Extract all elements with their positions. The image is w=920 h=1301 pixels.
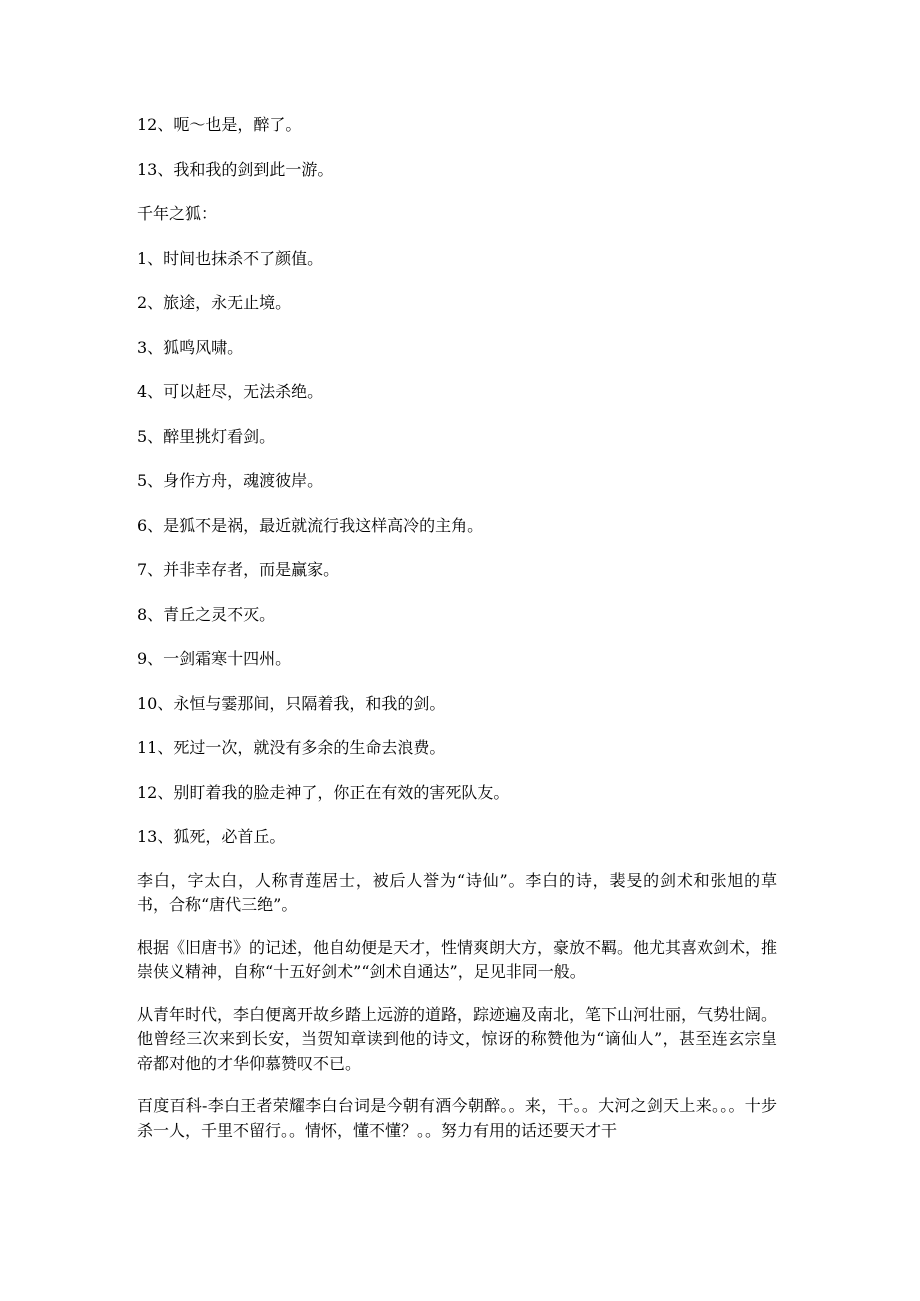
fox-quote-line: 7、并非幸存者，而是赢家。 <box>137 560 340 579</box>
fox-quote-line: 2、旅途，永无止境。 <box>137 293 292 312</box>
fox-quote-line: 3、狐鸣风啸。 <box>137 337 244 357</box>
quote-line: 13、我和我的剑到此一游。 <box>137 159 334 179</box>
section-title: 千年之狐： <box>137 204 218 223</box>
fox-quote-line: 5、醉里挑灯看剑。 <box>137 426 276 446</box>
source-paragraph: 百度百科-李白王者荣耀李白台词是今朝有酒今朝醉。。来，干。。大河之剑天上来。。。十步杀一人，千里不留行。。情怀，懂不懂？。。努力有用的话还要天才干 <box>137 1096 777 1140</box>
fox-quote-line: 4、可以赶尽，无法杀绝。 <box>137 382 324 401</box>
bio-paragraph: 根据《旧唐书》的记述，他自幼便是天才，性情爽朗大方，豪放不羁。他尤其喜欢剑术，推崇侠义精神，自称“十五好剑术”“剑术自通达”，足见非同一般。 <box>137 937 778 981</box>
fox-quote-line: 13、狐死，必首丘。 <box>137 827 286 846</box>
fox-quote-line: 1、时间也抹杀不了颜值。 <box>137 248 324 268</box>
bio-paragraph: 李白，字太白，人称青莲居士，被后人誉为“诗仙”。李白的诗，裴旻的剑术和张旭的草书，合称“唐代三绝”。 <box>137 870 777 914</box>
document-body <box>137 112 777 1143</box>
fox-quote-line: 5、身作方舟，魂渡彼岸。 <box>137 471 324 490</box>
bio-paragraph: 从青年时代，李白便离开故乡踏上远游的道路，踪迹遍及南北，笔下山河壮丽，气势壮阔。他曾经三次来到长安，当贺知章读到他的诗文，惊讶的称赞他为“谪仙人”，甚至连玄宗皇帝都对他的才华仰慕赞叹不已。 <box>137 1004 778 1073</box>
fox-quote-line: 9、一剑霜寒十四州。 <box>137 649 292 668</box>
fox-quote-line: 6、是狐不是祸，最近就流行我这样高冷的主角。 <box>137 515 484 535</box>
fox-quote-line: 12、别盯着我的脸走神了，你正在有效的害死队友。 <box>137 782 510 802</box>
fox-quote-line: 10、永恒与霎那间，只隔着我，和我的剑。 <box>137 693 446 713</box>
fox-quote-line: 11、死过一次，就没有多余的生命去浪费。 <box>137 738 446 757</box>
fox-quote-line: 8、青丘之灵不灭。 <box>137 604 276 624</box>
quote-line: 12、呃～也是，醉了。 <box>137 115 302 134</box>
